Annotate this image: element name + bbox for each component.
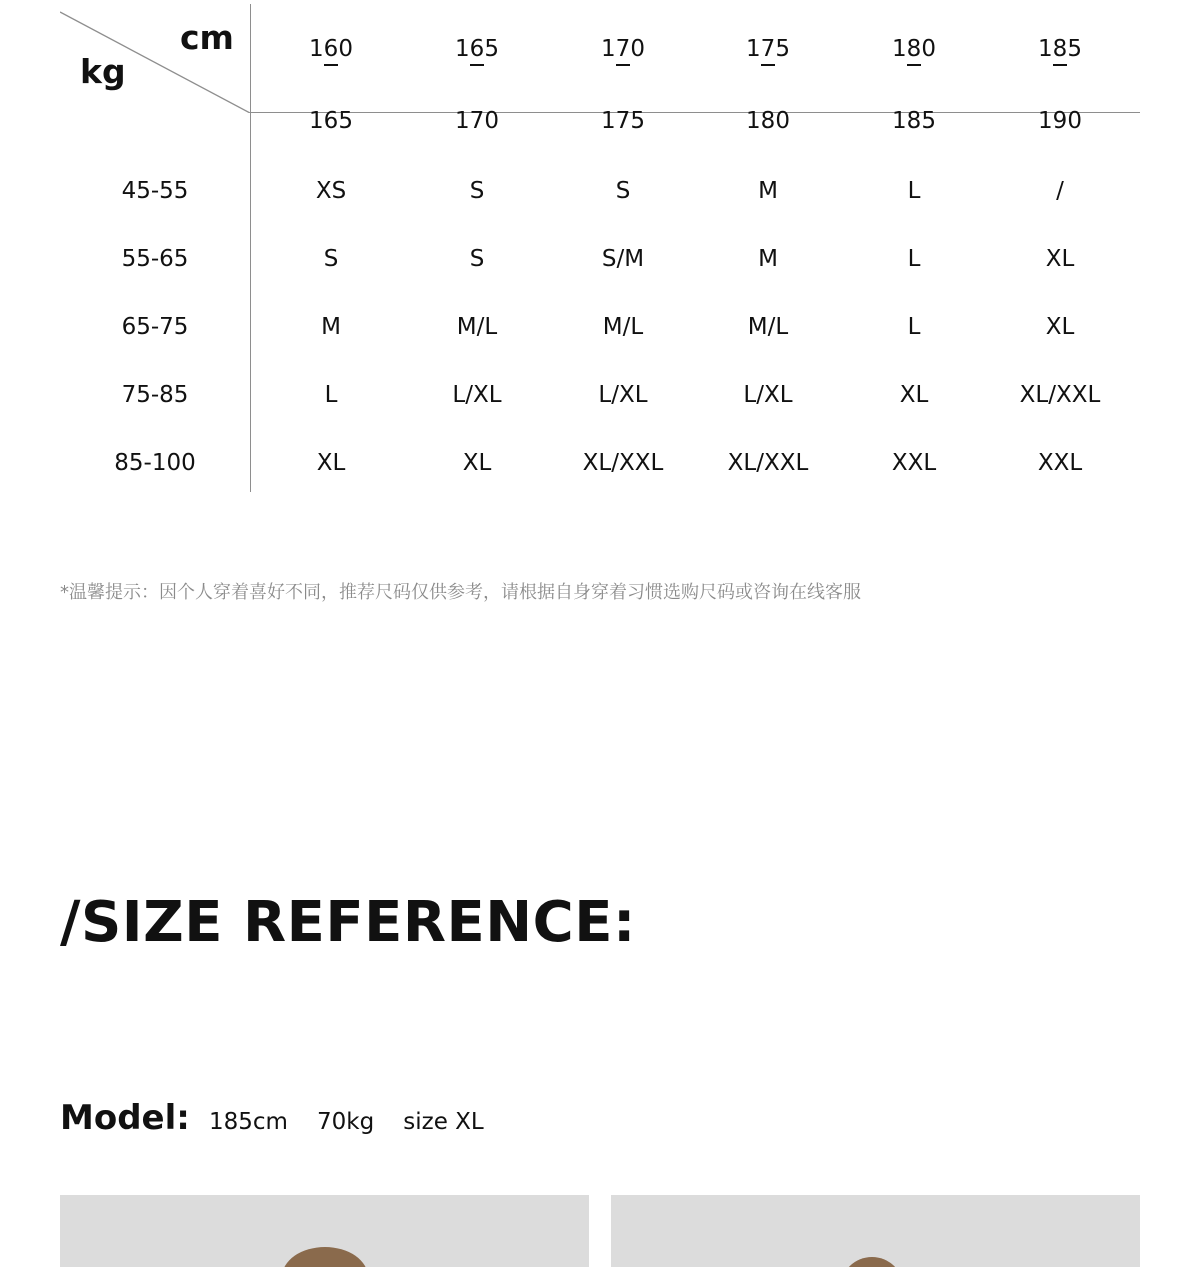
size-cell: S [469,178,485,204]
model-hair-image [841,1257,903,1267]
size-cell: XXL [891,450,937,476]
model-label: Model: [60,1098,190,1138]
size-cell: XL [899,382,929,408]
height-range-header: 170 175 [601,36,645,134]
size-cell: M [758,178,778,204]
weight-range-label: 65-75 [121,314,189,340]
size-cell: L [907,314,921,340]
corner-header-cell [60,0,250,113]
height-range-header: 180 185 [892,36,936,134]
size-cell: M [321,314,341,340]
model-weight: 70kg [316,1109,375,1135]
size-cell: XL/XXL [1019,382,1101,408]
size-cell: L [907,178,921,204]
size-cell: L/XL [598,382,648,408]
size-cell: L/XL [452,382,502,408]
model-photo-front [60,1195,589,1267]
size-cell: / [1056,178,1064,204]
size-cell: XL [462,450,492,476]
size-cell: XXL [1037,450,1083,476]
size-cell: M/L [747,314,789,340]
size-disclaimer-note: *温馨提示：因个人穿着喜好不同，推荐尺码仅供参考，请根据自身穿着习惯选购尺码或咨询在线客服 [60,582,861,603]
size-cell: S [469,246,485,272]
size-cell: L [907,246,921,272]
header-column-divider [250,4,251,492]
size-cell: M [758,246,778,272]
size-cell: XL/XXL [727,450,809,476]
size-cell: XL [1045,314,1075,340]
size-cell: L/XL [743,382,793,408]
size-cell: S/M [601,246,645,272]
height-unit-label: cm [180,18,234,57]
size-cell: XL [1045,246,1075,272]
size-cell: XL [316,450,346,476]
size-cell: S [615,178,631,204]
model-photo-side [611,1195,1140,1267]
model-size: size XL [403,1109,484,1135]
weight-unit-label: kg [80,52,126,91]
size-cell: M/L [602,314,644,340]
size-cell: M/L [456,314,498,340]
weight-range-label: 75-85 [121,382,189,408]
size-cell: L [324,382,338,408]
size-cell: S [323,246,339,272]
weight-range-label: 85-100 [114,450,196,476]
height-range-header: 175 180 [746,36,790,134]
model-height: 185cm [208,1109,288,1135]
weight-range-label: 45-55 [121,178,189,204]
weight-range-label: 55-65 [121,246,189,272]
size-cell: XL/XXL [582,450,664,476]
model-hair-image [282,1247,368,1267]
height-range-header: 160 165 [309,36,353,134]
size-reference-heading: /SIZE REFERENCE: [60,890,636,955]
size-cell: XS [315,178,347,204]
height-range-header: 165 170 [455,36,499,134]
height-range-header: 185 190 [1038,36,1082,134]
model-info-line [60,1098,508,1138]
size-chart-table [60,0,1140,495]
